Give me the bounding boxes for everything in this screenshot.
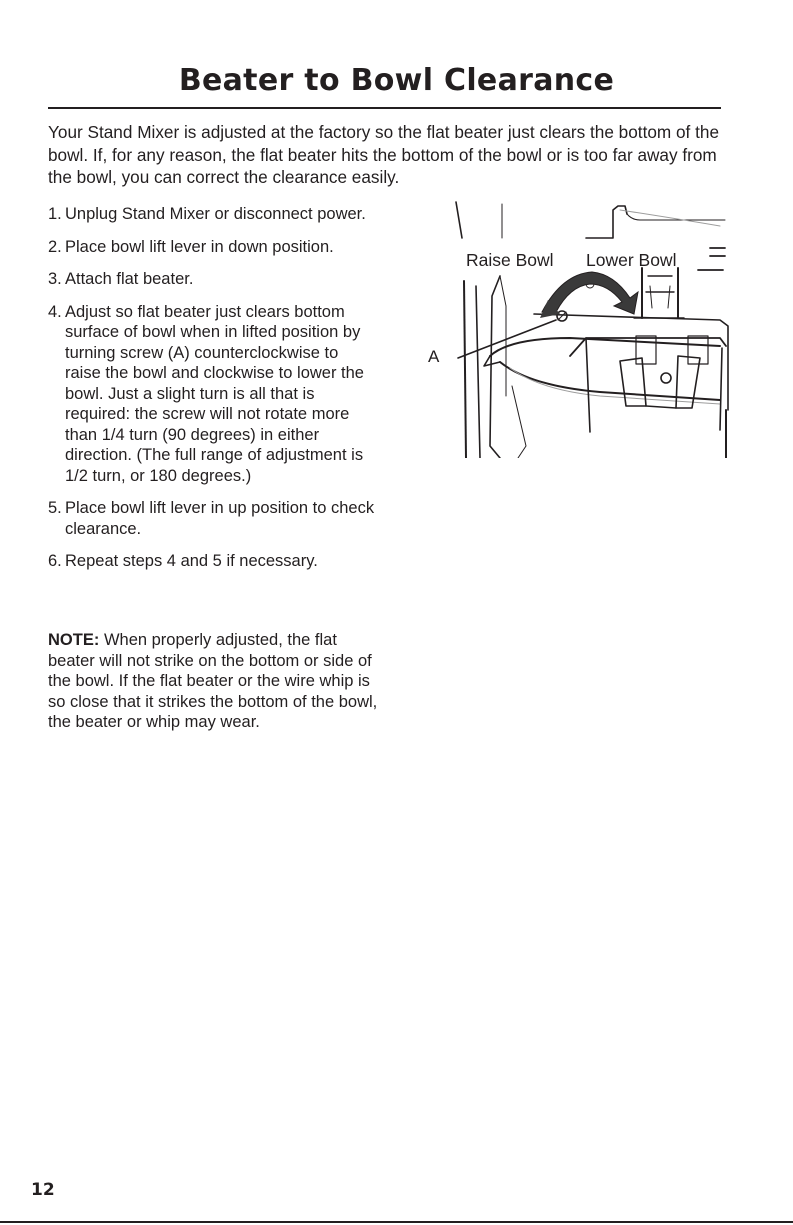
note-paragraph [48, 630, 378, 733]
motor-head-outline [620, 210, 720, 226]
title-divider [48, 107, 721, 109]
bowl-lift-lever [490, 276, 500, 458]
steps-list [48, 204, 378, 584]
beater-hole [661, 373, 671, 383]
step-item [48, 269, 378, 290]
note-text: When properly adjusted, the flat beater will not strike on the bottom or side of the bowl. If the flat beater or the wire whip is so close that it strikes the bottom of the bowl, the beater or whip may wear. [48, 631, 378, 731]
bowl-lift-lever [500, 276, 506, 396]
rotation-arrow-icon [542, 272, 638, 314]
housing-line [456, 202, 462, 238]
step-number: 1. [48, 205, 62, 223]
page-title: Beater to Bowl Clearance [178, 63, 615, 98]
step-text: Adjust so flat beater just clears bottom surface of bowl when in lifted position by turning screw (A) counterclockwise to raise the bowl and clockwise to lower the bowl. Just a slight turn is all that is required: the screw will not rotate more than 1/4 turn (90 degrees) in either direction. (The full range of adjustment is 1/2 turn, or 180 degrees.) [65, 302, 364, 485]
step-number: 5. [48, 499, 62, 517]
illustration-svg [420, 196, 730, 458]
bowl-support-outline [512, 386, 526, 458]
flat-beater [646, 406, 676, 408]
step-item [48, 204, 378, 225]
bowl-rim [484, 356, 500, 366]
bowl-support-outline [464, 281, 466, 458]
flat-beater [586, 338, 722, 432]
bowl-rim [490, 338, 720, 356]
note-label: NOTE: [48, 631, 100, 649]
beater-hub [688, 336, 708, 364]
motor-head-outline [586, 206, 627, 238]
step-item [48, 498, 378, 539]
bottom-rule [0, 1221, 793, 1223]
step-text: Attach flat beater. [65, 270, 194, 288]
step-item [48, 237, 378, 258]
step-number: 3. [48, 270, 62, 288]
step-number: 2. [48, 237, 62, 256]
beater-shaft [650, 286, 670, 308]
page-number: 12 [31, 1180, 55, 1200]
step-text: Place bowl lift lever in up position to check clearance. [65, 499, 375, 538]
step-number: 6. [48, 552, 62, 570]
step-item [48, 551, 378, 572]
mixer-clearance-illustration [420, 196, 730, 458]
raise-bowl-label: Raise Bowl [466, 250, 554, 270]
step-item [48, 302, 378, 487]
step-text: Unplug Stand Mixer or disconnect power. [65, 205, 366, 223]
step-text: Repeat steps 4 and 5 if necessary. [65, 552, 318, 570]
housing-line [698, 248, 725, 270]
screw-label: A [428, 347, 440, 366]
intro-paragraph: Your Stand Mixer is adjusted at the factory so the flat beater just clears the bottom of the bowl. If, for any reason, the flat beater hits the bottom of the bowl or is too far away from the bowl, you can correct the clearance easily. [48, 122, 719, 187]
step-text: Place bowl lift lever in down position. [65, 237, 334, 256]
lower-bowl-label: Lower Bowl [586, 250, 677, 270]
flat-beater [570, 338, 726, 356]
beater-hub [636, 336, 656, 364]
step-number: 4. [48, 302, 62, 321]
bowl-support-outline [476, 286, 480, 458]
